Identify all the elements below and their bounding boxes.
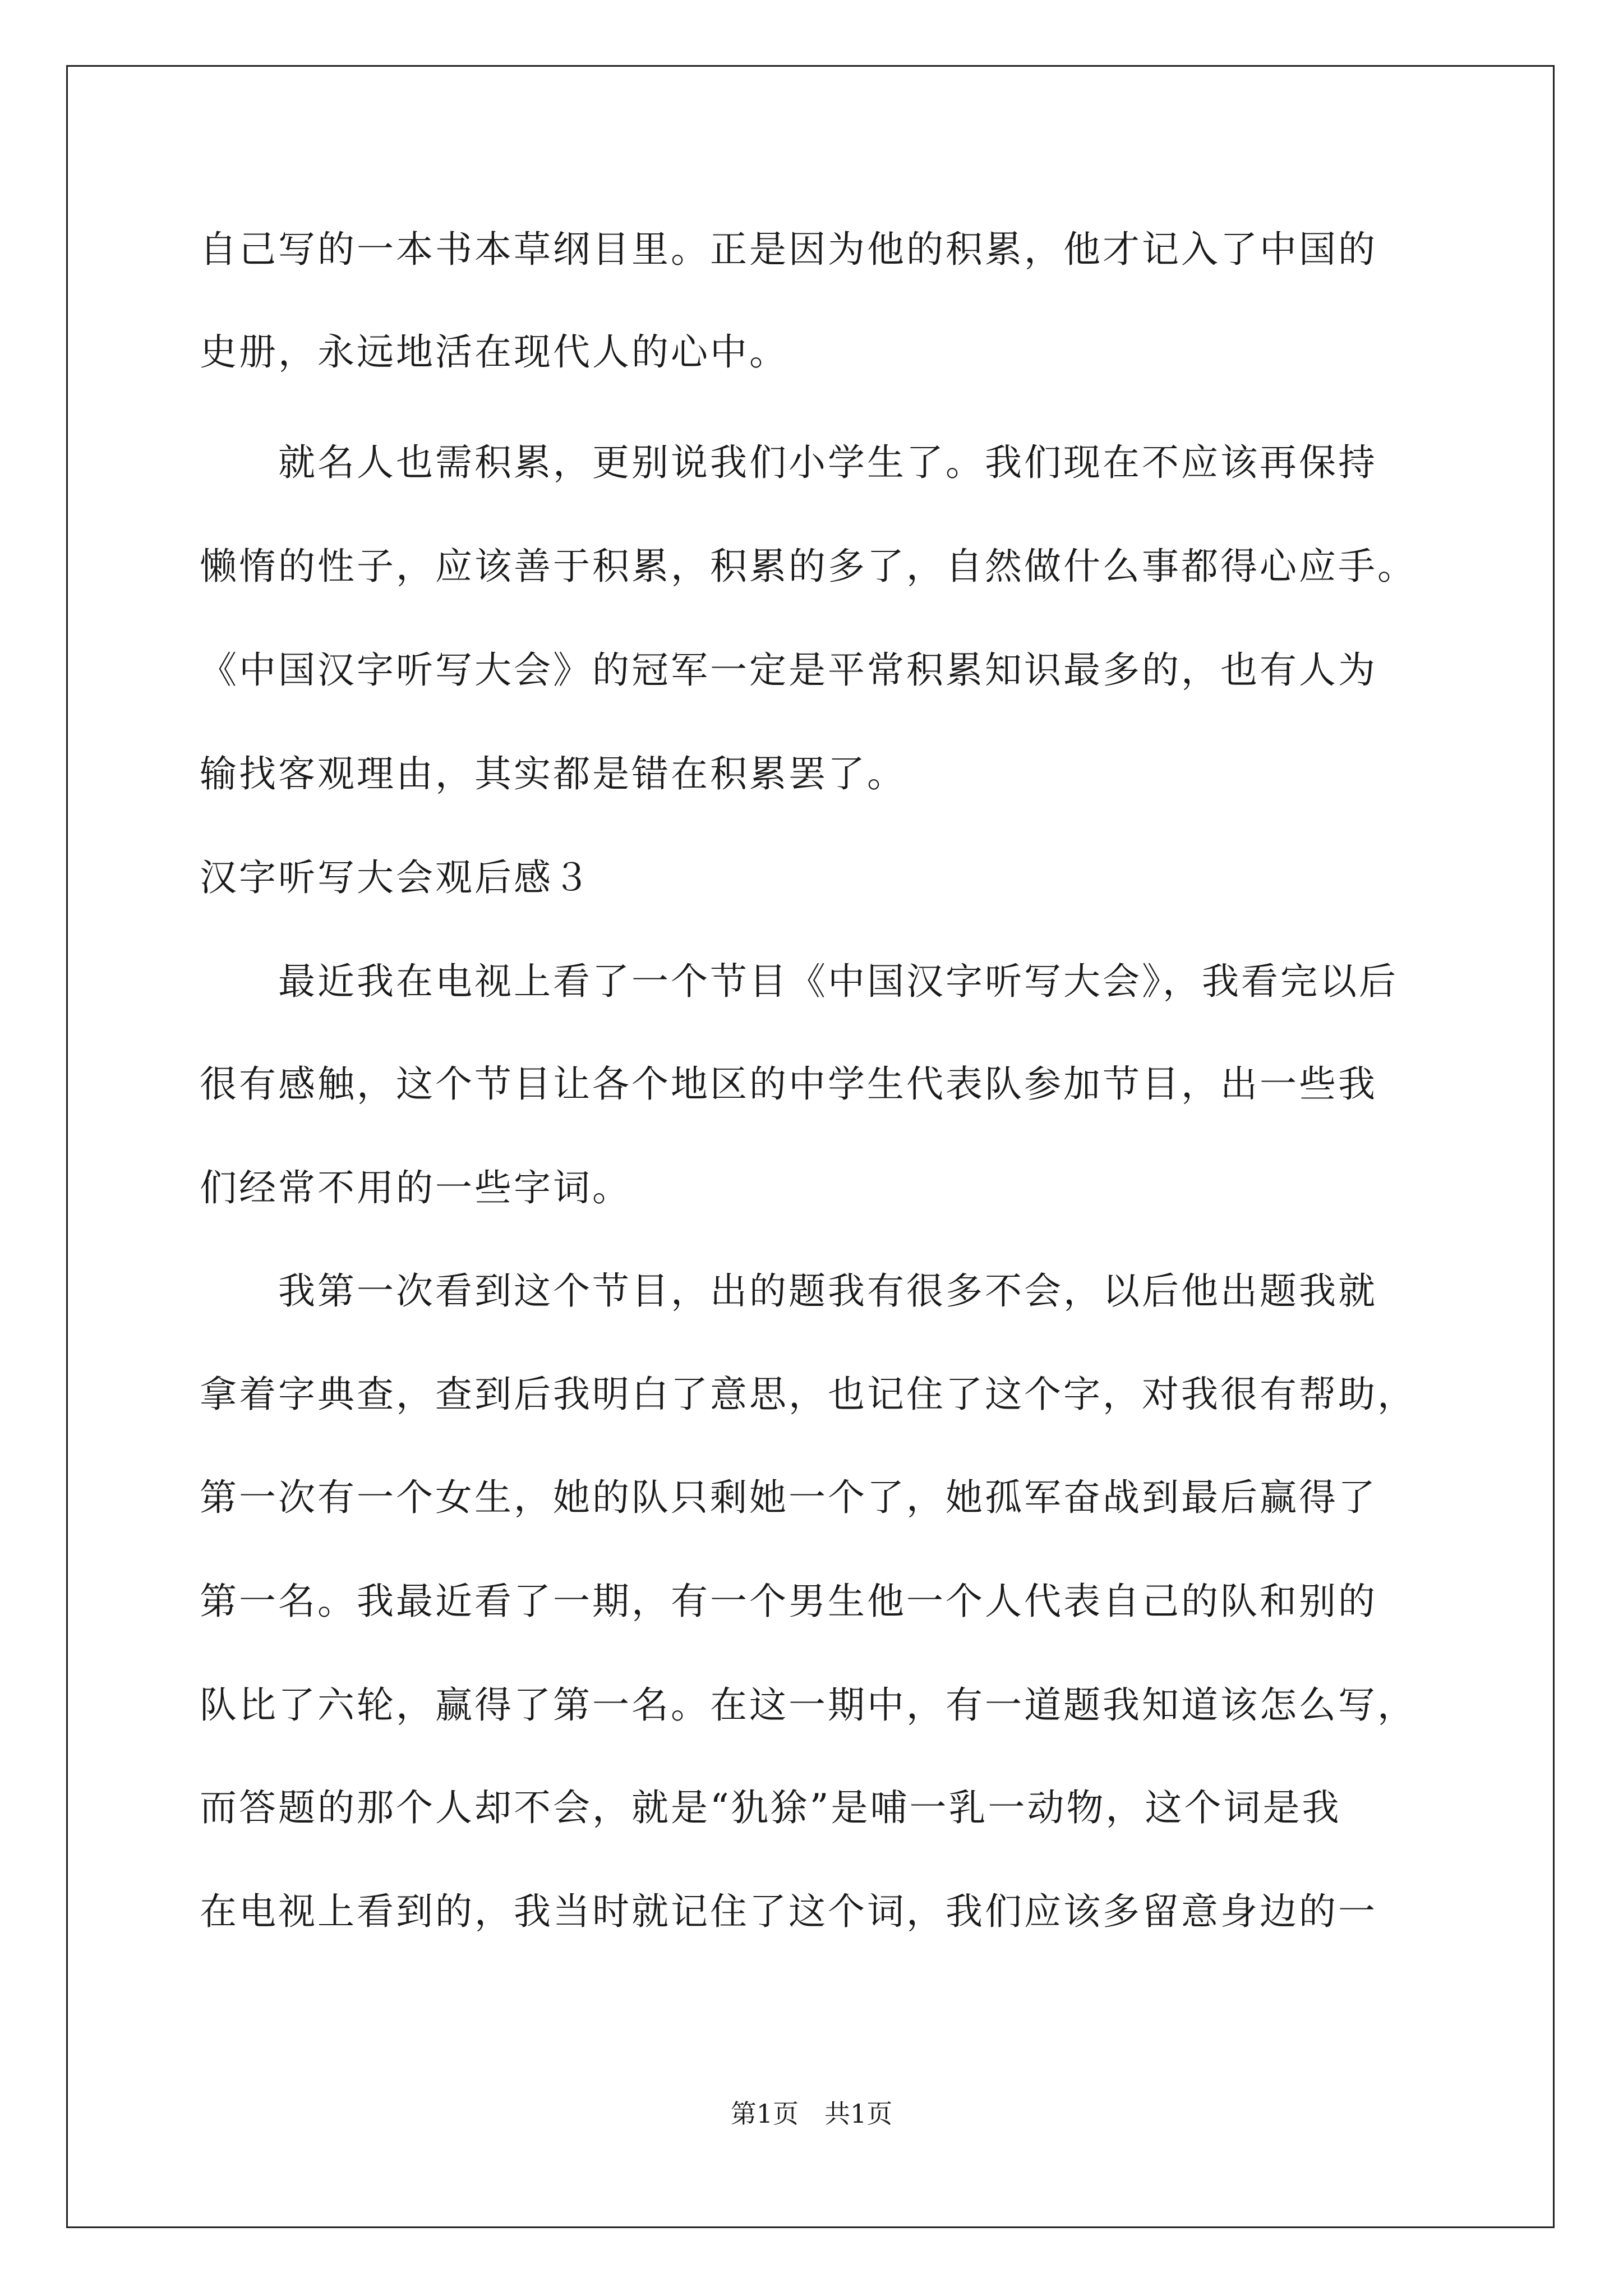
section-heading: 汉字听写大会观后感３: [200, 856, 592, 899]
body-line-8: 最近我在电视上看了一个节目《中国汉字听写大会》，我看完以后: [200, 960, 1398, 1003]
body-line-11: 我第一次看到这个节目，出的题我有很多不会，以后他出题我就: [200, 1269, 1377, 1313]
body-line-2: 史册，永远地活在现代人的心中。: [200, 330, 789, 374]
body-line-3: 就名人也需积累，更别说我们小学生了。我们现在不应该再保持: [200, 441, 1377, 484]
body-line-16: 而答题的那个人却不会，就是“犰狳”是哺一乳一动物，这个词是我: [200, 1786, 1341, 1829]
body-line-14: 第一名。我最近看了一期，有一个男生他一个人代表自己的队和别的: [200, 1580, 1377, 1623]
body-line-17: 在电视上看到的，我当时就记住了这个词，我们应该多留意身边的一: [200, 1890, 1377, 1933]
body-line-5: 《中国汉字听写大会》的冠军一定是平常积累知识最多的，也有人为: [200, 648, 1377, 692]
body-line-6: 输找客观理由，其实都是错在积累罢了。: [200, 752, 906, 795]
body-line-10: 们经常不用的一些字词。: [200, 1166, 631, 1209]
body-line-9: 很有感触，这个节目让各个地区的中学生代表队参加节目，出一些我: [200, 1062, 1377, 1106]
body-line-1: 自己写的一本书本草纲目里。正是因为他的积累，他才记入了中国的: [200, 228, 1377, 271]
body-line-13: 第一次有一个女生，她的队只剩她一个了，她孤军奋战到最后赢得了: [200, 1476, 1377, 1519]
body-line-4: 懒惰的性子，应该善于积累，积累的多了，自然做什么事都得心应手。: [200, 545, 1417, 588]
page-number-footer: 第1页 共1页: [730, 2099, 893, 2129]
body-line-15: 队比了六轮，赢得了第一名。在这一期中，有一道题我知道该怎么写，: [200, 1683, 1417, 1727]
body-line-12: 拿着字典查，查到后我明白了意思，也记住了这个字，对我很有帮助，: [200, 1373, 1417, 1416]
